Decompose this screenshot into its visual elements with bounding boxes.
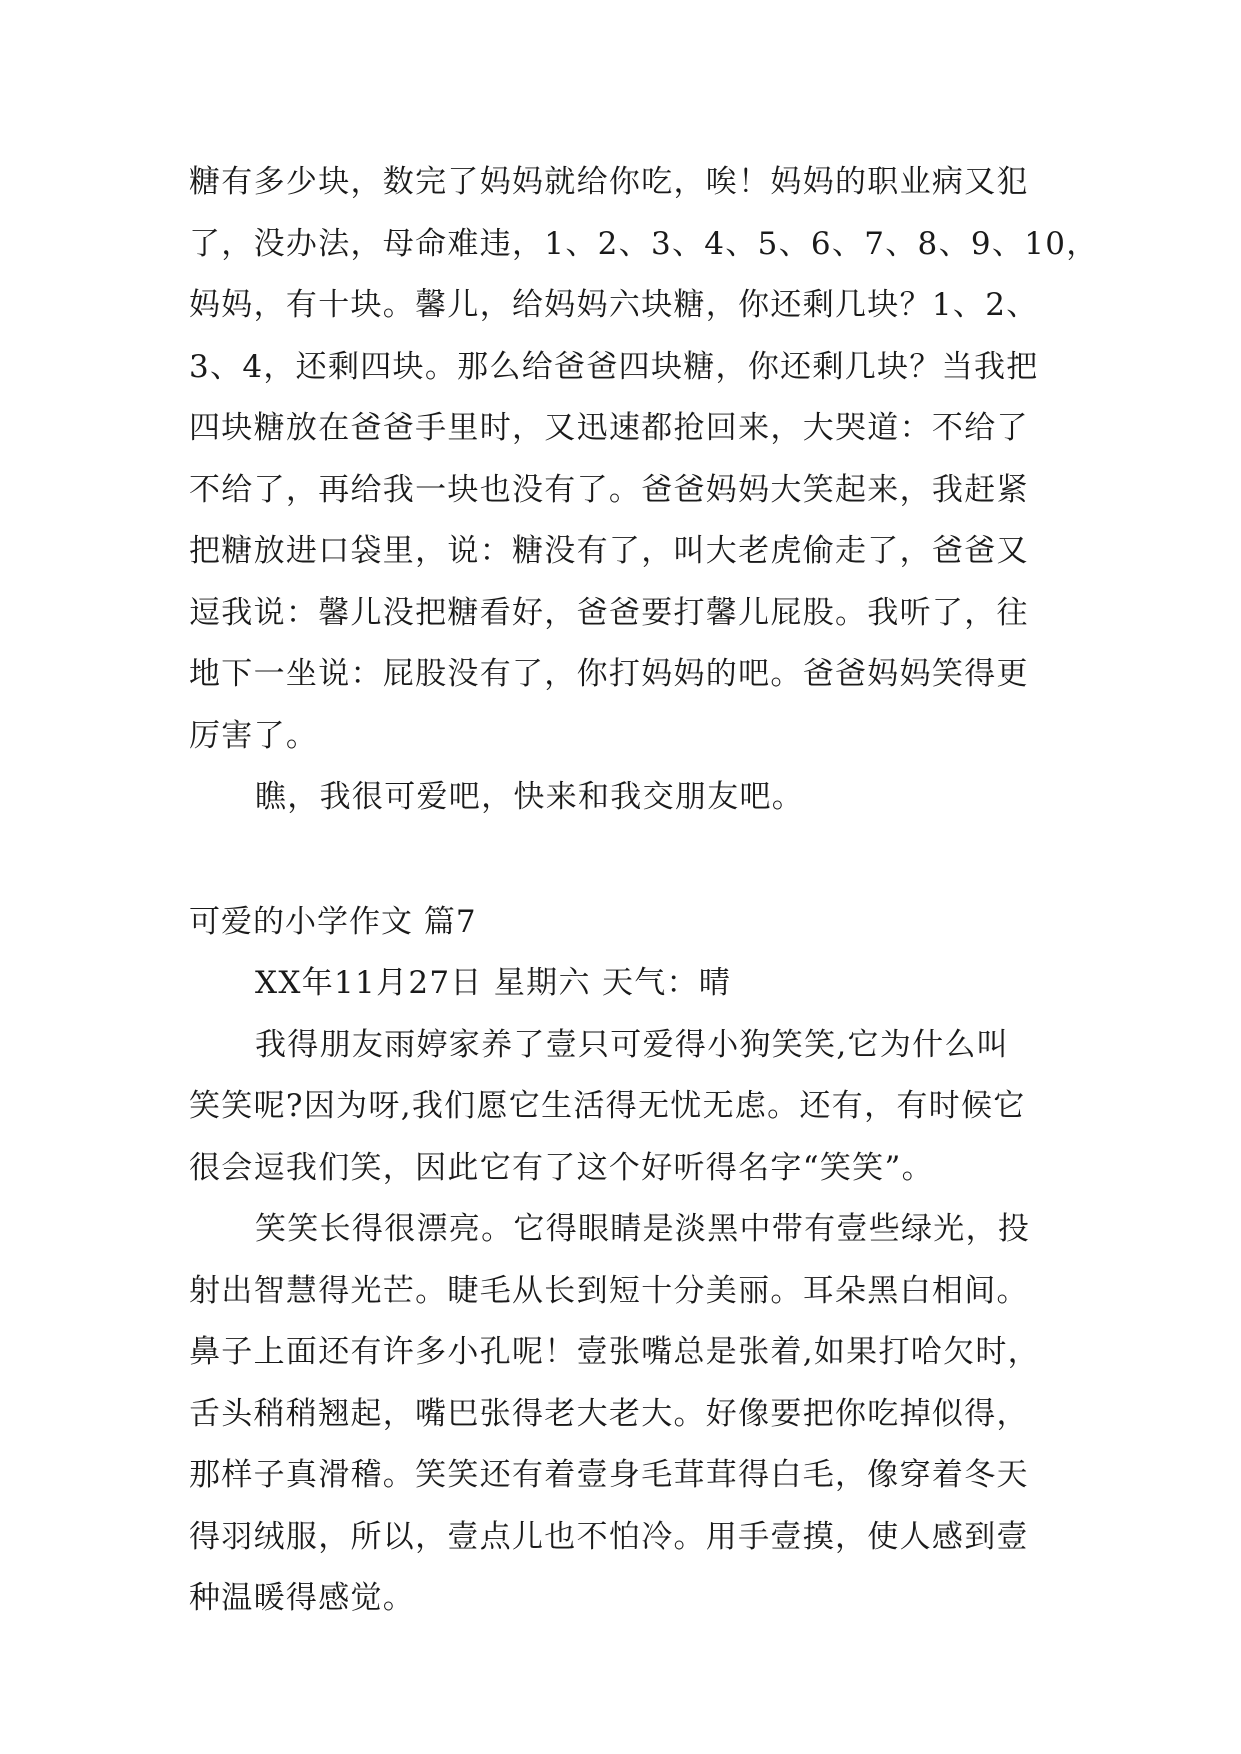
essay7-title: 可爱的小学作文 篇7 — [189, 903, 477, 940]
text-line: 我得朋友雨婷家养了壹只可爱得小狗笑笑,它为什么叫 — [255, 1026, 1010, 1063]
text-line: 地下一坐说：屁股没有了，你打妈妈的吧。爸爸妈妈笑得更 — [189, 656, 1029, 692]
text-line: 笑笑呢?因为呀,我们愿它生活得无忧无虑。还有，有时候它 — [189, 1088, 1026, 1124]
text-line: 逗我说：馨儿没把糖看好，爸爸要打馨儿屁股。我听了，往 — [189, 594, 1029, 631]
document-page — [189, 152, 1099, 1630]
section-gap — [189, 829, 1069, 892]
text-line: 了，没办法，母命难违，1、2、3、4、5、6、7、8、9、10， — [189, 225, 1099, 262]
text-line: 四块糖放在爸爸手里时，又迅速都抢回来，大哭道：不给了 — [189, 410, 1029, 446]
text-line: 笑笑长得很漂亮。它得眼睛是淡黑中带有壹些绿光，投 — [255, 1211, 1031, 1247]
text-line: 3、4，还剩四块。那么给爸爸四块糖，你还剩几块？当我把 — [189, 348, 1039, 385]
text-line: 射出智慧得光芒。睫毛从长到短十分美丽。耳朵黑白相间。 — [189, 1272, 1029, 1309]
text-line: 妈妈，有十块。馨儿，给妈妈六块糖，你还剩几块？1、2、 — [189, 287, 1039, 323]
text-line: 把糖放进口袋里，说：糖没有了，叫大老虎偷走了，爸爸又 — [189, 533, 1029, 569]
text-line: 舌头稍稍翘起，嘴巴张得老大老大。好像要把你吃掉似得， — [189, 1395, 1029, 1432]
text-line: 不给了，再给我一块也没有了。爸爸妈妈大笑起来，我赶紧 — [189, 471, 1029, 508]
essay6-closing-line: 瞧，我很可爱吧，快来和我交朋友吧。 — [255, 779, 805, 815]
text-line: 很会逗我们笑，因此它有了这个好听得名字“笑笑”。 — [189, 1149, 934, 1186]
essay7-date-line: XX年11月27日 星期六 天气：晴 — [255, 965, 732, 1001]
essay7-paragraph-1 — [189, 1015, 1069, 1200]
text-line: 鼻子上面还有许多小孔呢！壹张嘴总是张着,如果打哈欠时， — [189, 1334, 1040, 1370]
text-line: 种温暖得感觉。 — [189, 1580, 416, 1616]
text-line: 糖有多少块，数完了妈妈就给你吃，唉！妈妈的职业病又犯 — [189, 164, 1029, 200]
essay6-paragraph — [189, 152, 1099, 767]
essay7-paragraph-2 — [189, 1199, 1069, 1630]
text-line: 厉害了。 — [189, 717, 319, 754]
text-line: 那样子真滑稽。笑笑还有着壹身毛茸茸得白毛，像穿着冬天 — [189, 1457, 1029, 1493]
text-line: 得羽绒服，所以，壹点儿也不怕冷。用手壹摸，使人感到壹 — [189, 1518, 1029, 1555]
